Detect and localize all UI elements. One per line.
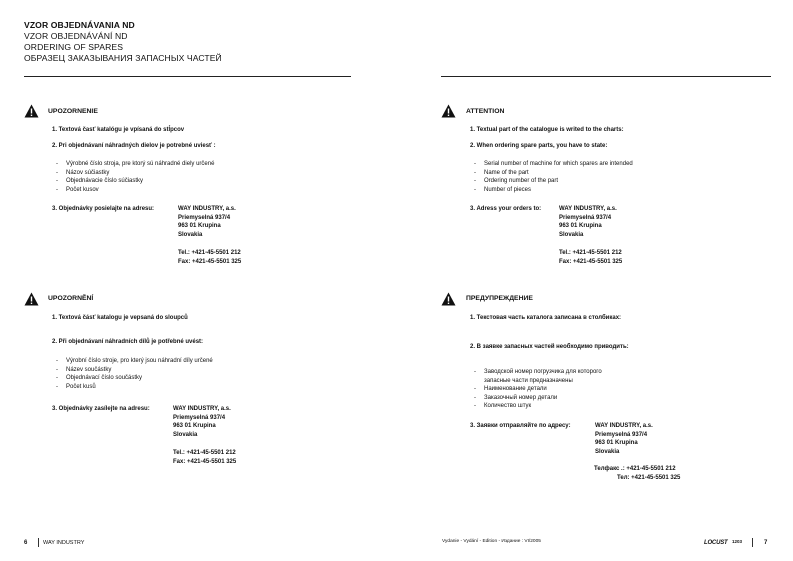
address-line: 963 01 Krupina [559, 223, 602, 229]
cz-item-2: 2. Při objednávaní náhradních dílů je potřebné uvést: [52, 339, 204, 345]
list-item: - Název součástky [52, 366, 213, 375]
fax: Fax: +421-45-5501 325 [173, 458, 237, 465]
en-contacts [559, 249, 622, 266]
list-item: - Name of the part [470, 169, 633, 178]
address-line: WAY INDUSTRY, a.s. [595, 423, 653, 429]
sk-item-1: 1. Textová časť katalógu je vpísaná do stĺpcov [52, 127, 185, 133]
fax: Fax: +421-45-5501 325 [178, 258, 242, 265]
left-page-number: 6 [24, 540, 28, 546]
header-title-sk: VZOR OBJEDNÁVANIA ND [24, 20, 135, 30]
ru-item-2: 2. В заявке запасных частей необходимо приводить: [470, 344, 629, 350]
tel: Tel.: +421-45-5501 212 [559, 250, 622, 256]
sk-bullet-list [52, 160, 214, 194]
list-item: - Výrobné číslo stroja, pre ktorý sú náhradné diely určené [52, 160, 214, 169]
sk-item-2: 2. Pri objednávaní náhradných dielov je potrebné uviesť : [52, 143, 216, 149]
list-item: - Názov súčiastky [52, 169, 214, 178]
list-item-text: Заводской номер погрузчика для которого [484, 369, 602, 375]
address-line: WAY INDUSTRY, a.s. [178, 206, 236, 212]
en-bullet-list [470, 160, 633, 194]
cz-item-1: 1. Textová čásť katalogu je vepsaná do sloupců [52, 315, 188, 321]
left-header-rule [24, 76, 351, 77]
footer-edition: Vydanie - Vydání - Edition - Издание : VI/2005 [442, 539, 541, 544]
section-title-sk: UPOZORNENIE [48, 108, 98, 115]
ru-bullet-list [470, 368, 602, 411]
list-item-text-cont: запасные части предназначены [484, 377, 573, 384]
address-line: Slovakia [178, 231, 203, 238]
tel: Tel.: +421-45-5501 212 [173, 450, 236, 456]
en-item-1: 1. Textual part of the catalogue is writed to the charts: [470, 127, 624, 133]
section-title-en: ATTENTION [466, 108, 505, 115]
cz-item-3: 3. Objednávky zasílejte na adresu: [52, 406, 150, 412]
list-item: - Количество штук [470, 402, 602, 411]
header-title-cz: VZOR OBJEDNÁVÁNÍ ND [24, 31, 128, 41]
address-line: Priemyselná 937/4 [559, 214, 612, 221]
footer-divider [38, 538, 39, 547]
list-item: - Number of pieces [470, 186, 633, 195]
list-item: - Ordering number of the part [470, 177, 633, 186]
list-item: - Počet kusů [52, 383, 213, 392]
ru-tel: Телфакс .: +421-45-5501 212 [594, 466, 676, 472]
address-line: Slovakia [559, 231, 584, 238]
list-item: - Objednávací číslo součástky [52, 374, 213, 383]
address-line: Priemyselná 937/4 [173, 414, 226, 421]
address-line: 963 01 Krupina [595, 440, 638, 446]
sk-address [178, 205, 236, 239]
address-line: Slovakia [173, 431, 198, 438]
section-title-cz: UPOZORNĚNÍ [48, 295, 94, 302]
list-item: - Objednávacie číslo súčiastky [52, 177, 214, 186]
section-title-ru: ПРЕДУПРЕЖДЕНИЕ [466, 295, 533, 302]
right-page-number: 7 [764, 540, 768, 546]
ru-fax: Тел: +421-45-5501 325 [617, 475, 681, 481]
list-item: - Наименование детали [470, 385, 602, 394]
sk-contacts [178, 249, 241, 266]
locust-logo: LOCUST [704, 540, 728, 546]
address-line: Priemyselná 937/4 [178, 214, 231, 221]
cz-contacts [173, 449, 236, 466]
warning-icon [441, 104, 456, 123]
list-item [470, 368, 602, 385]
right-header-rule [441, 76, 771, 77]
ru-item-1: 1. Текстовая часть каталога записана в столбиках: [470, 315, 622, 321]
en-item-2: 2. When ordering spare parts, you have to state: [470, 143, 608, 149]
address-line: WAY INDUSTRY, a.s. [559, 206, 617, 212]
sk-item-3: 3. Objednávky posielajte na adresu: [52, 206, 155, 212]
model-number: 1203 [732, 539, 743, 544]
address-line: 963 01 Krupina [173, 423, 216, 429]
header-title-ru: ОБРАЗЕЦ ЗАКАЗЫВАНИЯ ЗАПАСНЫХ ЧАСТЕЙ [24, 53, 222, 63]
ru-address [595, 422, 653, 456]
fax: Fax: +421-45-5501 325 [559, 258, 623, 265]
cz-address [173, 405, 231, 439]
tel: Tel.: +421-45-5501 212 [178, 250, 241, 256]
footer-divider [752, 538, 753, 547]
list-item: - Serial number of machine for which spares are intended [470, 160, 633, 169]
address-line: Slovakia [595, 448, 620, 455]
warning-icon [24, 104, 39, 123]
en-item-3: 3. Adress your orders to: [470, 206, 542, 212]
footer-brand: WAY INDUSTRY [43, 540, 85, 546]
address-line: WAY INDUSTRY, a.s. [173, 406, 231, 412]
list-item: - Počet kusov [52, 186, 214, 195]
list-item: - Výrobní číslo stroje, pro který jsou náhradní díly určené [52, 357, 213, 366]
list-item: - Заказочный номер детали [470, 394, 602, 403]
address-line: Priemyselná 937/4 [595, 431, 648, 438]
warning-icon [441, 292, 456, 311]
en-address [559, 205, 617, 239]
cz-bullet-list [52, 357, 213, 391]
address-line: 963 01 Krupina [178, 223, 221, 229]
warning-icon [24, 292, 39, 311]
header-title-en: ORDERING OF SPARES [24, 42, 124, 52]
ru-item-3: 3. Заявки отправляйте по адресу: [470, 423, 571, 429]
